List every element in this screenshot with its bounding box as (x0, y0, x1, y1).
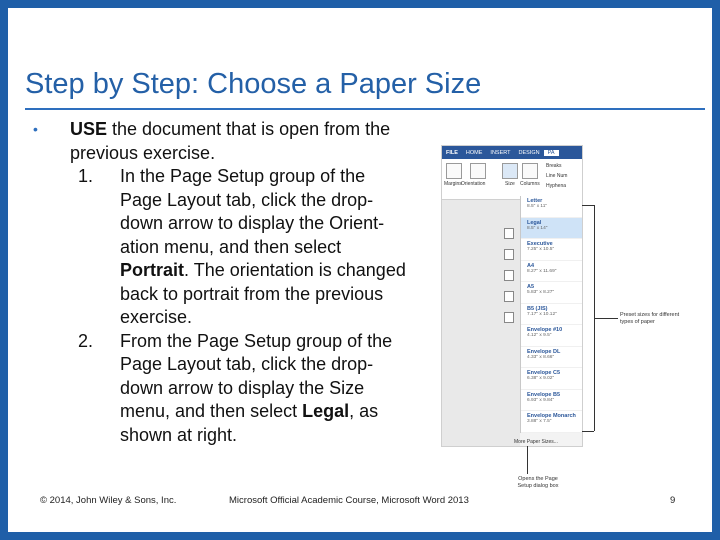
step-line (120, 400, 445, 424)
line-numbers-label[interactable]: Line Num (546, 173, 568, 179)
ribbon-page-setup (442, 159, 582, 200)
callout-preset-sizes: Preset sizes for different types of paper (620, 312, 680, 325)
size-name: A4 (527, 262, 535, 269)
callout-bracket (582, 205, 594, 206)
hyphenation-label[interactable]: Hyphena (546, 183, 567, 189)
tab-page-layout[interactable]: PA (544, 150, 559, 156)
orientation-icon[interactable] (470, 163, 486, 179)
tab-design[interactable]: DESIGN (518, 149, 540, 156)
step-1 (25, 165, 445, 330)
step-line: In the Page Setup group of the (120, 166, 366, 186)
size-dims: 4.12" x 9.5" (527, 333, 552, 338)
more-paper-sizes-link[interactable]: More Paper Sizes... (514, 439, 558, 445)
size-option-legal[interactable] (521, 218, 583, 240)
bullet-dot-icon: • (33, 121, 38, 137)
size-option-envelope-dl[interactable] (521, 347, 583, 369)
paper-icon (504, 228, 514, 239)
size-option-envelope-b5[interactable] (521, 390, 583, 412)
footer-course: Microsoft Official Academic Course, Microsoft Word 2013 (229, 495, 469, 506)
step-line (120, 259, 445, 283)
document-area (442, 200, 520, 446)
size-option-envelope-10[interactable] (521, 325, 583, 347)
size-dims: 6.38" x 9.02" (527, 376, 555, 381)
orientation-label: Orientation (461, 181, 486, 187)
size-name: Executive (527, 241, 553, 247)
paper-icon (504, 312, 514, 323)
size-name: Envelope C5 (527, 370, 561, 376)
step-text: menu, and then select (120, 401, 303, 421)
footer-copyright: © 2014, John Wiley & Sons, Inc. (40, 495, 177, 506)
size-dims: 3.88" x 7.5" (527, 419, 552, 424)
paper-icon (504, 249, 514, 260)
tab-file[interactable]: FILE (442, 150, 462, 156)
step-text: . The orientation is changed (184, 260, 406, 280)
tab-home[interactable]: HOME (465, 149, 483, 156)
size-dims: 5.83" x 8.27" (527, 290, 555, 295)
word-size-menu-screenshot (441, 145, 583, 447)
bullet-bold: USE (70, 119, 108, 139)
step-line: down arrow to display the Size (120, 377, 365, 398)
step-line: back to portrait from the previous (120, 283, 384, 304)
paper-icon (504, 291, 514, 302)
size-icon[interactable] (502, 163, 518, 179)
size-dims: 7.25" x 10.5" (527, 247, 555, 252)
size-option-b5-jis[interactable] (521, 304, 583, 326)
margins-icon[interactable] (446, 163, 462, 179)
size-option-envelope-monarch[interactable] (521, 411, 583, 433)
paper-icon (504, 270, 514, 281)
size-option-envelope-c5[interactable] (521, 368, 583, 390)
slide-body (25, 118, 445, 447)
step-line: ation menu, and then select (120, 236, 342, 257)
size-option-a5[interactable] (521, 282, 583, 304)
size-name: Envelope DL (527, 348, 561, 355)
size-name: Envelope Monarch (527, 413, 576, 419)
size-name: B5 (JIS) (527, 305, 548, 312)
bullet-use (25, 118, 445, 165)
tab-insert[interactable]: INSERT (490, 149, 511, 156)
callout-leader (594, 318, 618, 319)
page-number: 9 (670, 495, 676, 506)
breaks-label[interactable]: Breaks (546, 163, 562, 169)
size-name: A5 (527, 284, 535, 290)
size-dropdown-menu (520, 196, 583, 433)
step-2 (25, 330, 445, 448)
margins-label: Margins (444, 181, 462, 187)
size-dims: 8.5" x 14" (527, 225, 548, 231)
step-text: , as (349, 401, 379, 421)
step-bold: Portrait (120, 260, 185, 280)
step-line: exercise. (120, 307, 193, 327)
bullet-text: the document that is open from the previous exercise. (70, 119, 391, 163)
size-name: Legal (527, 219, 542, 226)
size-dims: 4.33" x 8.66" (527, 354, 555, 360)
callout-bracket (582, 431, 594, 432)
step-line: Page Layout tab, click the drop- (120, 189, 374, 210)
callout-leader (527, 446, 528, 474)
size-dims: 7.17" x 10.12" (527, 311, 557, 317)
size-option-a4[interactable] (521, 261, 583, 283)
size-option-letter[interactable] (521, 196, 583, 218)
size-name: Envelope B5 (527, 391, 561, 398)
step-line: From the Page Setup group of the (120, 330, 393, 351)
step-bold: Legal (302, 401, 350, 421)
size-label: Size (505, 181, 515, 187)
callout-page-setup: Opens the Page Setup dialog box (517, 476, 559, 489)
size-option-executive[interactable] (521, 239, 583, 261)
size-dims: 8.5" x 11" (527, 204, 548, 209)
size-name: Envelope #10 (527, 327, 563, 333)
title-rule (25, 108, 705, 110)
columns-icon[interactable] (522, 163, 538, 179)
size-dims: 6.93" x 9.84" (527, 397, 555, 403)
size-dims: 8.27" x 11.69" (527, 268, 557, 274)
slide-title: Step by Step: Choose a Paper Size (25, 68, 482, 100)
columns-label: Columns (520, 181, 540, 187)
ribbon-tab-bar (442, 146, 582, 159)
step-line: shown at right. (120, 424, 238, 445)
step-number: 1. (78, 166, 94, 186)
size-name: Letter (527, 198, 543, 204)
step-number: 2. (78, 330, 94, 351)
step-line: down arrow to display the Orient- (120, 213, 385, 233)
step-line: Page Layout tab, click the drop- (120, 354, 374, 374)
